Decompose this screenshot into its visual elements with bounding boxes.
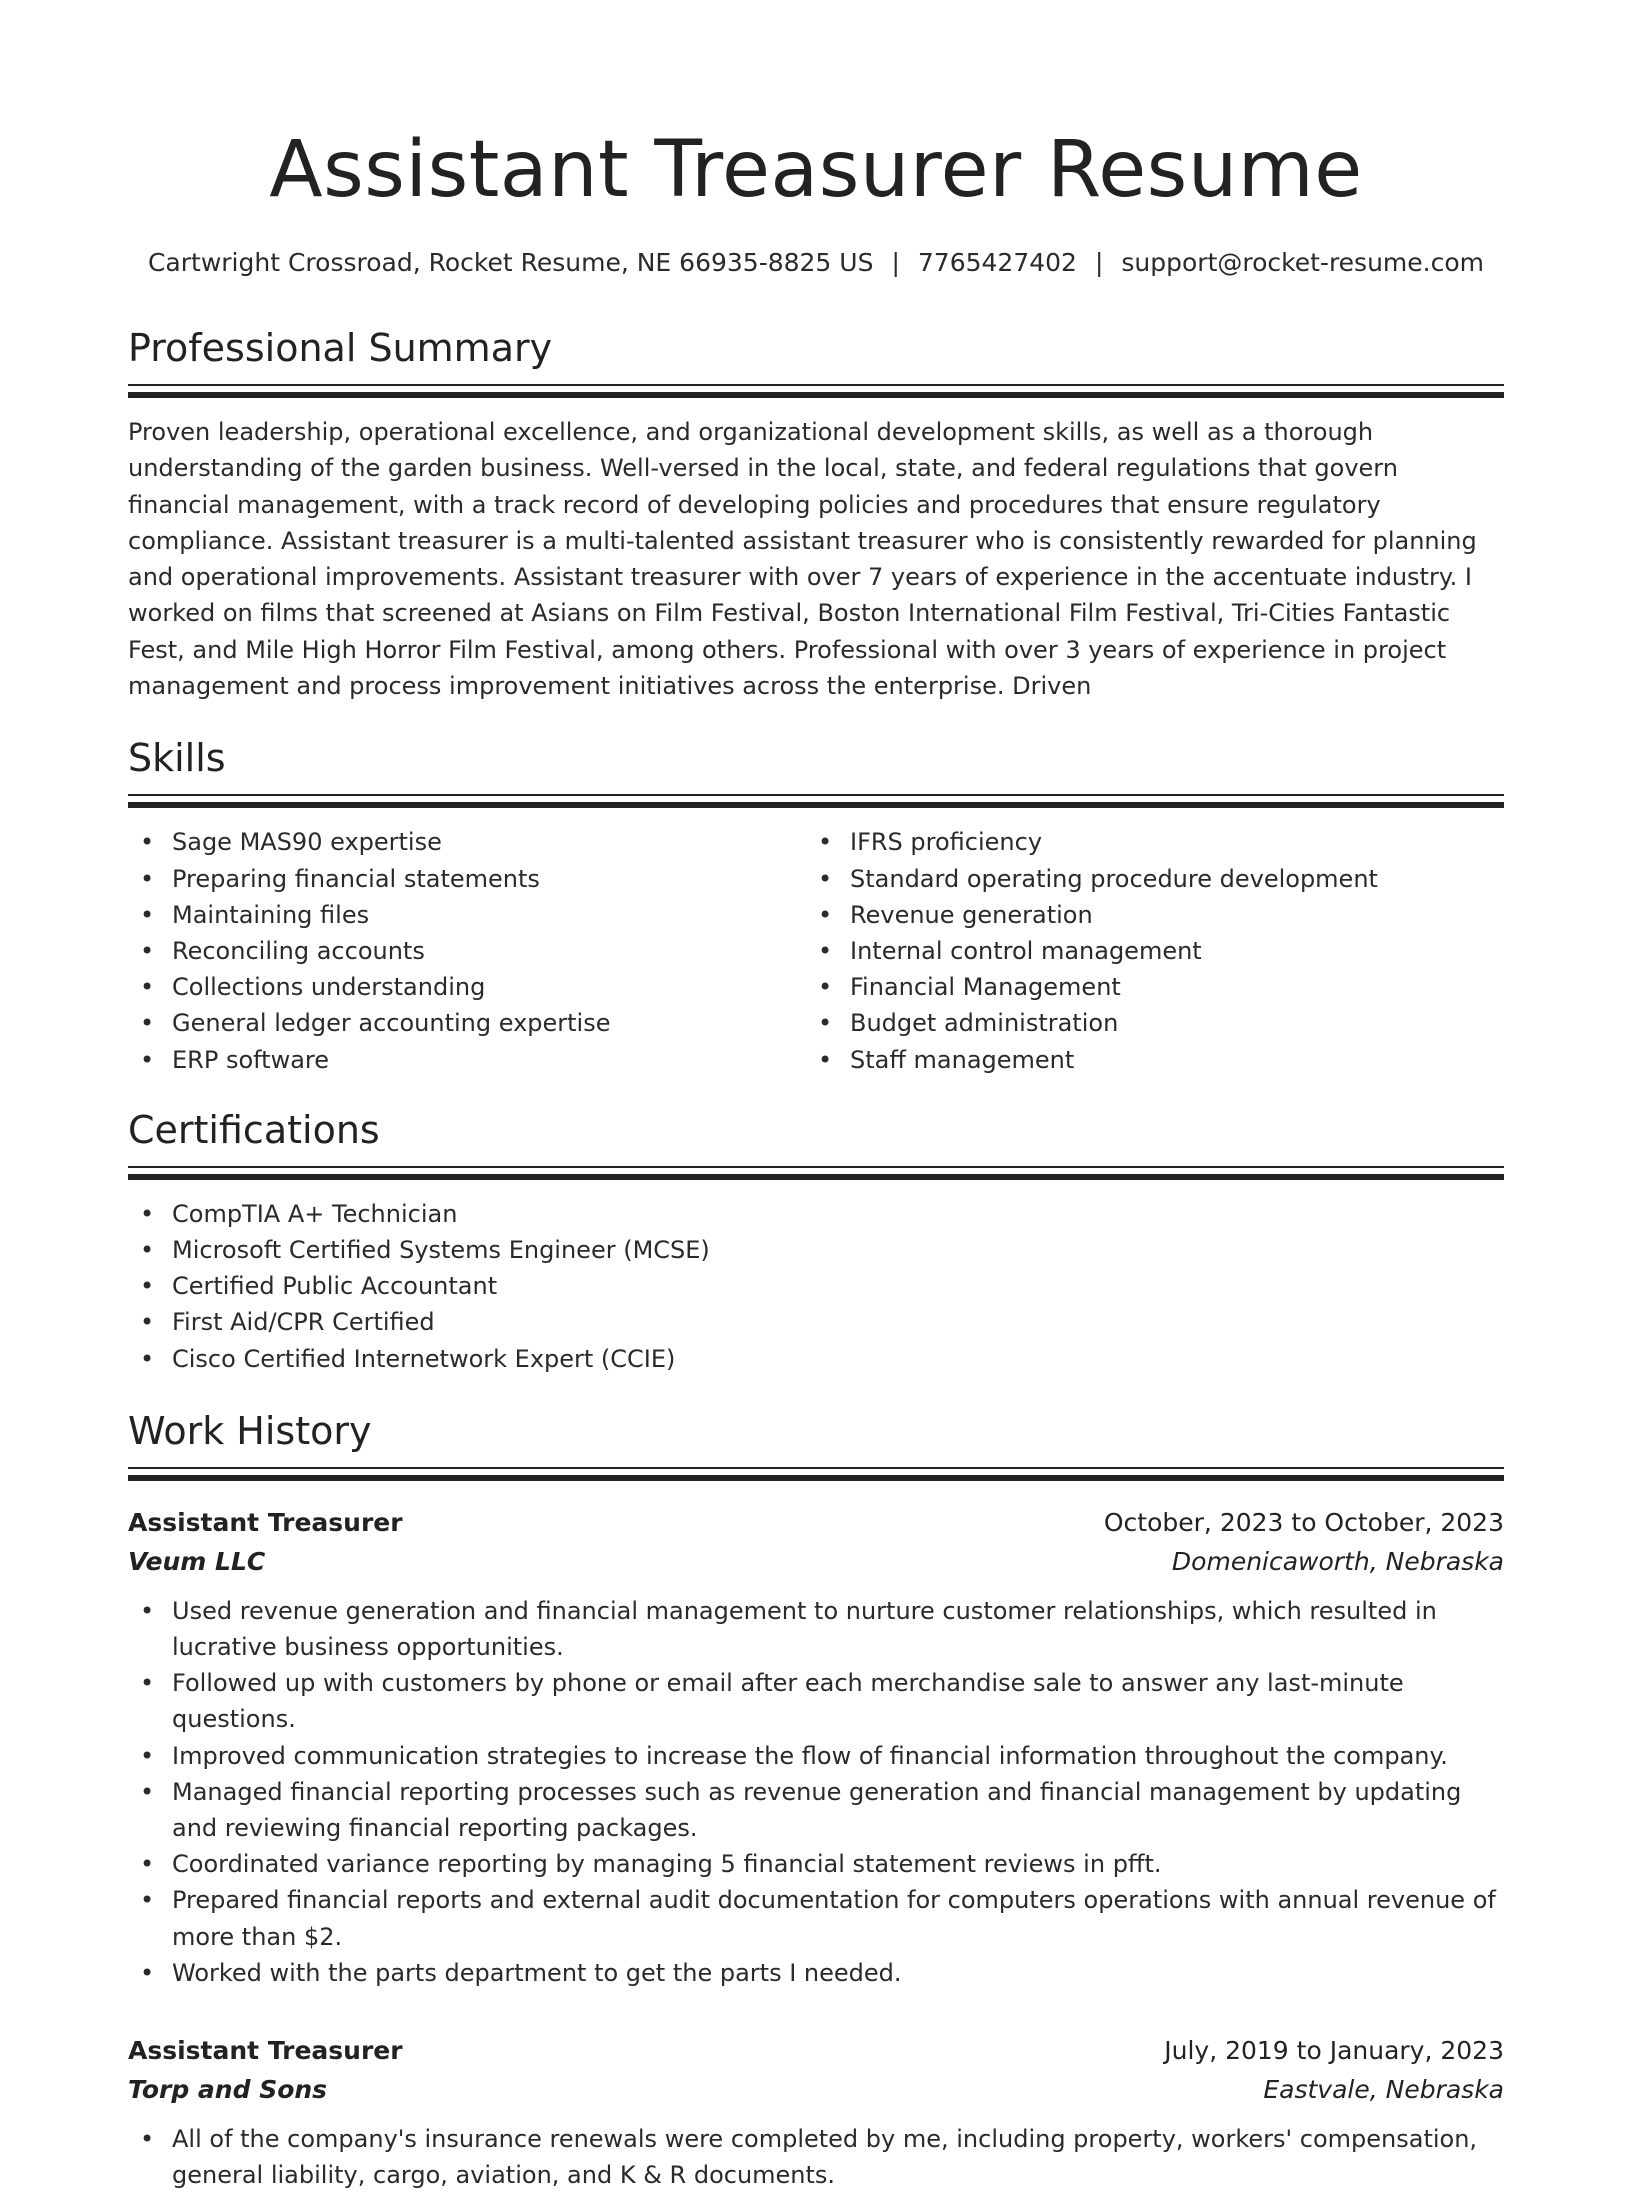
job-duties-list xyxy=(128,1593,1504,1991)
skill-item: • Collections understanding xyxy=(128,969,806,1005)
skill-item: • Standard operating procedure development xyxy=(806,861,1484,897)
skill-item: • Reconciling accounts xyxy=(128,933,806,969)
job-company: Veum LLC xyxy=(128,1546,266,1576)
certification-item: • Certified Public Accountant xyxy=(128,1268,1504,1304)
job-entry xyxy=(128,2031,1504,2193)
contact-address: Cartwright Crossroad, Rocket Resume, NE 66935-8825 US xyxy=(147,248,874,277)
contact-separator: | xyxy=(1094,248,1104,277)
job-subheader xyxy=(128,2071,1504,2109)
job-duty: • All of the company's insurance renewals were completed by me, including property, workers' compensation, general liability, cargo, aviation, and K & R documents. xyxy=(128,2121,1504,2193)
certification-item: • Cisco Certified Internetwork Expert (CCIE) xyxy=(128,1341,1504,1377)
contact-line xyxy=(128,246,1504,280)
summary-heading: Professional Summary xyxy=(128,326,553,370)
certification-item: • First Aid/CPR Certified xyxy=(128,1304,1504,1340)
job-duty: • Managed financial reporting processes such as revenue generation and financial management by updating and reviewing financial reporting packages. xyxy=(128,1774,1504,1846)
skills-heading: Skills xyxy=(128,736,226,781)
job-duty: • Coordinated variance reporting by managing 5 financial statement reviews in pfft. xyxy=(128,1846,1504,1882)
skill-item: • Internal control management xyxy=(806,933,1484,969)
job-duty: • Followed up with customers by phone or email after each merchandise sale to answer any last-minute questions. xyxy=(128,1665,1504,1737)
certifications-section xyxy=(128,1106,1504,1377)
job-duty: • Prepared financial reports and external audit documentation for computers operations with annual revenue of more than $2. xyxy=(128,1882,1504,1954)
contact-phone: 7765427402 xyxy=(917,248,1077,277)
job-header xyxy=(128,1503,1504,1543)
summary-section xyxy=(128,324,1504,704)
section-divider xyxy=(128,1467,1504,1481)
job-subheader xyxy=(128,1543,1504,1581)
skills-list-left xyxy=(128,824,806,1077)
skill-item: • Revenue generation xyxy=(806,897,1484,933)
job-duties-list xyxy=(128,2121,1504,2193)
skill-item: • Budget administration xyxy=(806,1005,1484,1041)
summary-text: Proven leadership, operational excellence, and organizational development skills, as well as a thorough understanding of the garden business. Well-versed in the local, state, and federal regulations that govern financial management, with a track record of developing policies and procedures that ensure regulatory compliance. Assistant treasurer is a multi-talented assistant treasurer who is consistently rewarded for planning and operational improvements. Assistant treasurer with over 7 years of experience in the accentuate industry. I worked on films that screened at Asians on Film Festival, Boston International Film Festival, Tri-Cities Fantastic Fest, and Mile High Horror Film Festival, among others. Professional with over 3 years of experience in project management and process improvement initiatives across the enterprise. Driven xyxy=(128,418,1477,701)
job-location: Eastvale, Nebraska xyxy=(1263,2075,1504,2105)
certifications-list xyxy=(128,1196,1504,1377)
skill-item: • General ledger accounting expertise xyxy=(128,1005,806,1041)
skills-section xyxy=(128,734,1504,1077)
work-history-section xyxy=(128,1407,1504,2193)
contact-separator: | xyxy=(891,248,900,277)
skills-list-right xyxy=(806,824,1484,1077)
job-entry xyxy=(128,1503,1504,1991)
section-divider xyxy=(128,1166,1504,1180)
section-divider xyxy=(128,384,1504,398)
certification-item: • CompTIA A+ Technician xyxy=(128,1196,1504,1232)
job-duty: • Improved communication strategies to increase the flow of financial information throughout the company. xyxy=(128,1738,1504,1774)
job-duty: • Worked with the parts department to get the parts I needed. xyxy=(128,1955,1504,1991)
certification-item: • Microsoft Certified Systems Engineer (MCSE) xyxy=(128,1232,1504,1268)
job-dates: October, 2023 to October, 2023 xyxy=(1103,1507,1504,1537)
work-history-heading: Work History xyxy=(128,1408,372,1453)
job-title: Assistant Treasurer xyxy=(128,2036,403,2066)
skill-item: • Maintaining files xyxy=(128,897,806,933)
skill-item: • Sage MAS90 expertise xyxy=(128,824,806,860)
certifications-heading: Certifications xyxy=(128,1107,380,1152)
resume-title: Assistant Treasurer Resume xyxy=(269,125,1363,215)
job-location: Domenicaworth, Nebraska xyxy=(1171,1546,1504,1576)
skill-item: • ERP software xyxy=(128,1042,806,1078)
job-company: Torp and Sons xyxy=(128,2075,328,2105)
skill-item: • Preparing financial statements xyxy=(128,861,806,897)
skill-item: • Staff management xyxy=(806,1042,1484,1078)
contact-email: support@rocket-resume.com xyxy=(1121,248,1485,277)
job-dates: July, 2019 to January, 2023 xyxy=(1164,2036,1504,2066)
resume-page xyxy=(128,0,1504,2190)
section-divider xyxy=(128,794,1504,808)
job-duty: • Used revenue generation and financial management to nurture customer relationships, which resulted in lucrative business opportunities. xyxy=(128,1593,1504,1665)
job-header xyxy=(128,2031,1504,2071)
skills-grid xyxy=(128,808,1504,1077)
skill-item: • IFRS proficiency xyxy=(806,824,1484,860)
skill-item: • Financial Management xyxy=(806,969,1484,1005)
job-title: Assistant Treasurer xyxy=(128,1507,403,1537)
